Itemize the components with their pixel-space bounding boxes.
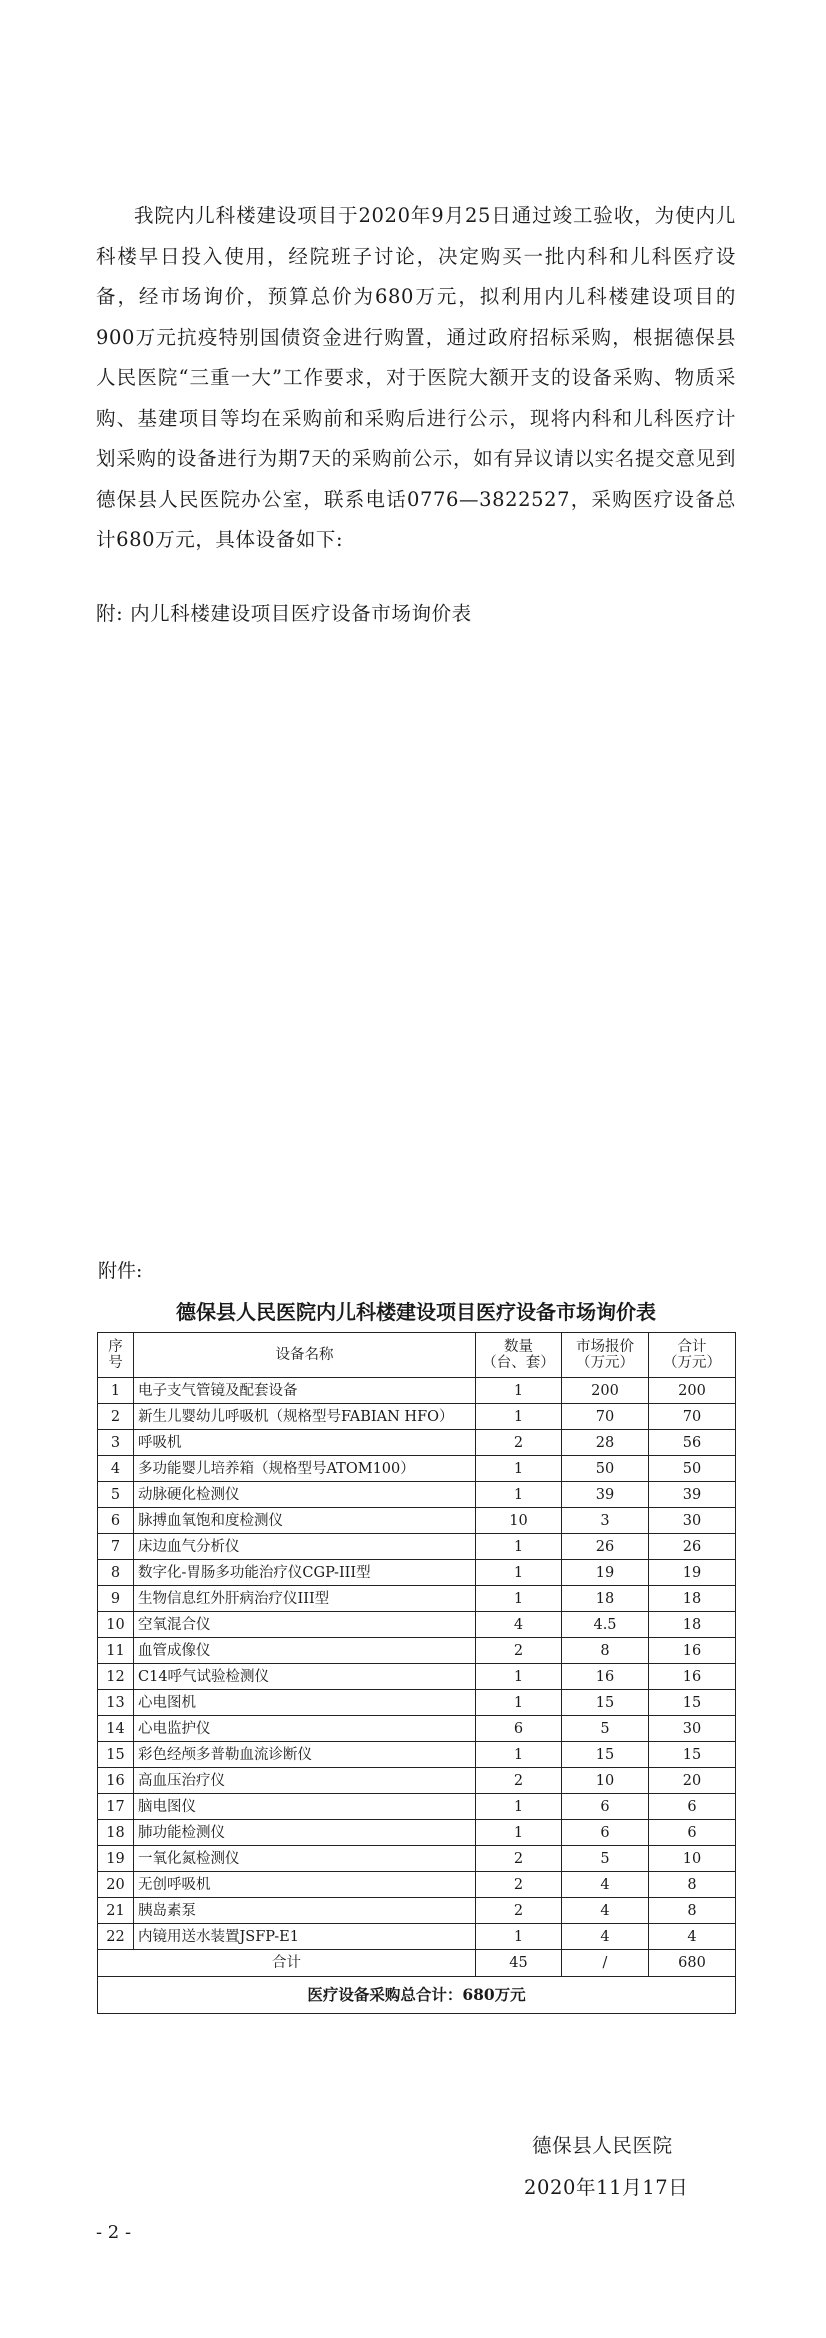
market-price: 16 [562,1664,649,1690]
market-price: 4 [562,1924,649,1950]
quantity: 1 [476,1482,562,1508]
row-total: 19 [649,1560,736,1586]
row-total: 15 [649,1690,736,1716]
table-row [98,1482,736,1508]
row-total: 26 [649,1534,736,1560]
row-total: 8 [649,1898,736,1924]
equipment-name: 内镜用送水装置JSFP-E1 [134,1924,476,1950]
attachment-reference: 附: 内儿科楼建设项目医疗设备市场询价表 [96,602,472,625]
table-title: 德保县人民医院内儿科楼建设项目医疗设备市场询价表 [176,1300,656,1324]
quantity: 2 [476,1430,562,1456]
header-total: 合计 （万元） [649,1333,736,1378]
quantity: 6 [476,1716,562,1742]
quantity: 2 [476,1898,562,1924]
market-price: 6 [562,1820,649,1846]
equipment-name: 空氧混合仪 [134,1612,476,1638]
equipment-name: 新生儿婴幼儿呼吸机（规格型号FABIAN HFO） [134,1404,476,1430]
equipment-name: 脉搏血氧饱和度检测仪 [134,1508,476,1534]
market-price: 19 [562,1560,649,1586]
total-qty: 45 [476,1950,562,1977]
quantity: 2 [476,1846,562,1872]
equipment-name: 电子支气管镜及配套设备 [134,1378,476,1404]
table-total-row [98,1950,736,1977]
row-number: 8 [98,1560,134,1586]
row-total: 15 [649,1742,736,1768]
market-price: 15 [562,1690,649,1716]
table-row [98,1508,736,1534]
market-price: 26 [562,1534,649,1560]
market-price: 5 [562,1716,649,1742]
row-number: 1 [98,1378,134,1404]
row-total: 30 [649,1508,736,1534]
market-price: 10 [562,1768,649,1794]
equipment-name: 彩色经颅多普勒血流诊断仪 [134,1742,476,1768]
grand-total: 医疗设备采购总合计：680万元 [98,1977,736,2014]
row-total: 30 [649,1716,736,1742]
market-price: 15 [562,1742,649,1768]
row-total: 50 [649,1456,736,1482]
quantity: 1 [476,1456,562,1482]
table-row [98,1872,736,1898]
header-name: 设备名称 [134,1333,476,1378]
notice-paragraph: 我院内儿科楼建设项目于2020年9月25日通过竣工验收，为使内儿科楼早日投入使用，经院班子讨论，决定购买一批内科和儿科医疗设备，经市场询价，预算总价为680万元，拟利用内儿科楼建设项目的900万元抗疫特别国债资金进行购置，通过政府招标采购，根据德保县人民医院“三重一大”工作要求，对于医院大额开支的设备采购、物质采购、基建项目等均在采购前和采购后进行公示，现将内科和儿科医疗计划采购的设备进行为期7天的采购前公示，如有异议请以实名提交意见到德保县人民医院办公室，联系电话0776—3822527，采购医疗设备总计680万元，具体设备如下: [96,204,736,551]
grand-total-row [98,1977,736,2014]
equipment-price-table [97,1332,736,2014]
quantity: 1 [476,1586,562,1612]
table-row [98,1768,736,1794]
row-total: 56 [649,1430,736,1456]
quantity: 1 [476,1794,562,1820]
row-number: 12 [98,1664,134,1690]
quantity: 2 [476,1638,562,1664]
market-price: 3 [562,1508,649,1534]
row-number: 5 [98,1482,134,1508]
row-number: 17 [98,1794,134,1820]
row-number: 20 [98,1872,134,1898]
row-number: 21 [98,1898,134,1924]
equipment-name: 多功能婴儿培养箱（规格型号ATOM100） [134,1456,476,1482]
header-price: 市场报价 （万元） [562,1333,649,1378]
row-total: 18 [649,1612,736,1638]
quantity: 1 [476,1924,562,1950]
table-row [98,1534,736,1560]
table-row [98,1716,736,1742]
quantity: 1 [476,1742,562,1768]
row-total: 6 [649,1820,736,1846]
total-amount: 680 [649,1950,736,1977]
row-total: 4 [649,1924,736,1950]
row-number: 18 [98,1820,134,1846]
row-total: 16 [649,1638,736,1664]
market-price: 70 [562,1404,649,1430]
table-row [98,1378,736,1404]
market-price: 4.5 [562,1612,649,1638]
row-number: 4 [98,1456,134,1482]
quantity: 1 [476,1560,562,1586]
equipment-name: 心电图机 [134,1690,476,1716]
market-price: 8 [562,1638,649,1664]
quantity: 10 [476,1508,562,1534]
equipment-name: 无创呼吸机 [134,1872,476,1898]
table-row [98,1612,736,1638]
table-row [98,1846,736,1872]
row-total: 6 [649,1794,736,1820]
row-number: 19 [98,1846,134,1872]
market-price: 18 [562,1586,649,1612]
row-number: 10 [98,1612,134,1638]
equipment-name: 呼吸机 [134,1430,476,1456]
equipment-name: 肺功能检测仪 [134,1820,476,1846]
quantity: 1 [476,1690,562,1716]
row-number: 15 [98,1742,134,1768]
quantity: 2 [476,1768,562,1794]
table-row [98,1664,736,1690]
quantity: 1 [476,1534,562,1560]
market-price: 39 [562,1482,649,1508]
row-number: 2 [98,1404,134,1430]
table-row [98,1690,736,1716]
table-row [98,1638,736,1664]
table-row [98,1560,736,1586]
row-number: 6 [98,1508,134,1534]
signature-organization: 德保县人民医院 [532,2134,673,2157]
table-row [98,1404,736,1430]
table-row [98,1794,736,1820]
quantity: 1 [476,1664,562,1690]
row-number: 22 [98,1924,134,1950]
equipment-name: 生物信息红外肝病治疗仪III型 [134,1586,476,1612]
table-row [98,1742,736,1768]
table-row [98,1430,736,1456]
market-price: 50 [562,1456,649,1482]
row-total: 8 [649,1872,736,1898]
quantity: 2 [476,1872,562,1898]
equipment-name: 动脉硬化检测仪 [134,1482,476,1508]
row-total: 20 [649,1768,736,1794]
row-total: 200 [649,1378,736,1404]
equipment-name: 一氧化氮检测仪 [134,1846,476,1872]
quantity: 1 [476,1404,562,1430]
row-total: 39 [649,1482,736,1508]
row-total: 70 [649,1404,736,1430]
row-number: 11 [98,1638,134,1664]
equipment-name: 床边血气分析仪 [134,1534,476,1560]
total-label: 合计 [98,1950,476,1977]
equipment-name: 胰岛素泵 [134,1898,476,1924]
row-number: 9 [98,1586,134,1612]
table-row [98,1898,736,1924]
table-row [98,1456,736,1482]
row-total: 18 [649,1586,736,1612]
table-header-row [98,1333,736,1378]
equipment-name: C14呼气试验检测仪 [134,1664,476,1690]
quantity: 4 [476,1612,562,1638]
row-total: 16 [649,1664,736,1690]
row-number: 7 [98,1534,134,1560]
row-number: 13 [98,1690,134,1716]
quantity: 1 [476,1378,562,1404]
total-price: / [562,1950,649,1977]
market-price: 28 [562,1430,649,1456]
signature-date: 2020年11月17日 [524,2176,689,2199]
market-price: 5 [562,1846,649,1872]
header-qty: 数量 （台、套） [476,1333,562,1378]
table-row [98,1924,736,1950]
row-number: 16 [98,1768,134,1794]
table-row [98,1586,736,1612]
header-no: 序号 [98,1333,134,1378]
row-total: 10 [649,1846,736,1872]
equipment-name: 脑电图仪 [134,1794,476,1820]
equipment-name: 数字化-胃肠多功能治疗仪CGP-III型 [134,1560,476,1586]
equipment-name: 血管成像仪 [134,1638,476,1664]
table-row [98,1820,736,1846]
equipment-name: 心电监护仪 [134,1716,476,1742]
market-price: 200 [562,1378,649,1404]
quantity: 1 [476,1820,562,1846]
equipment-name: 高血压治疗仪 [134,1768,476,1794]
row-number: 14 [98,1716,134,1742]
page-number: - 2 - [96,2222,132,2243]
market-price: 4 [562,1898,649,1924]
annex-label: 附件: [98,1260,143,1282]
market-price: 4 [562,1872,649,1898]
market-price: 6 [562,1794,649,1820]
row-number: 3 [98,1430,134,1456]
